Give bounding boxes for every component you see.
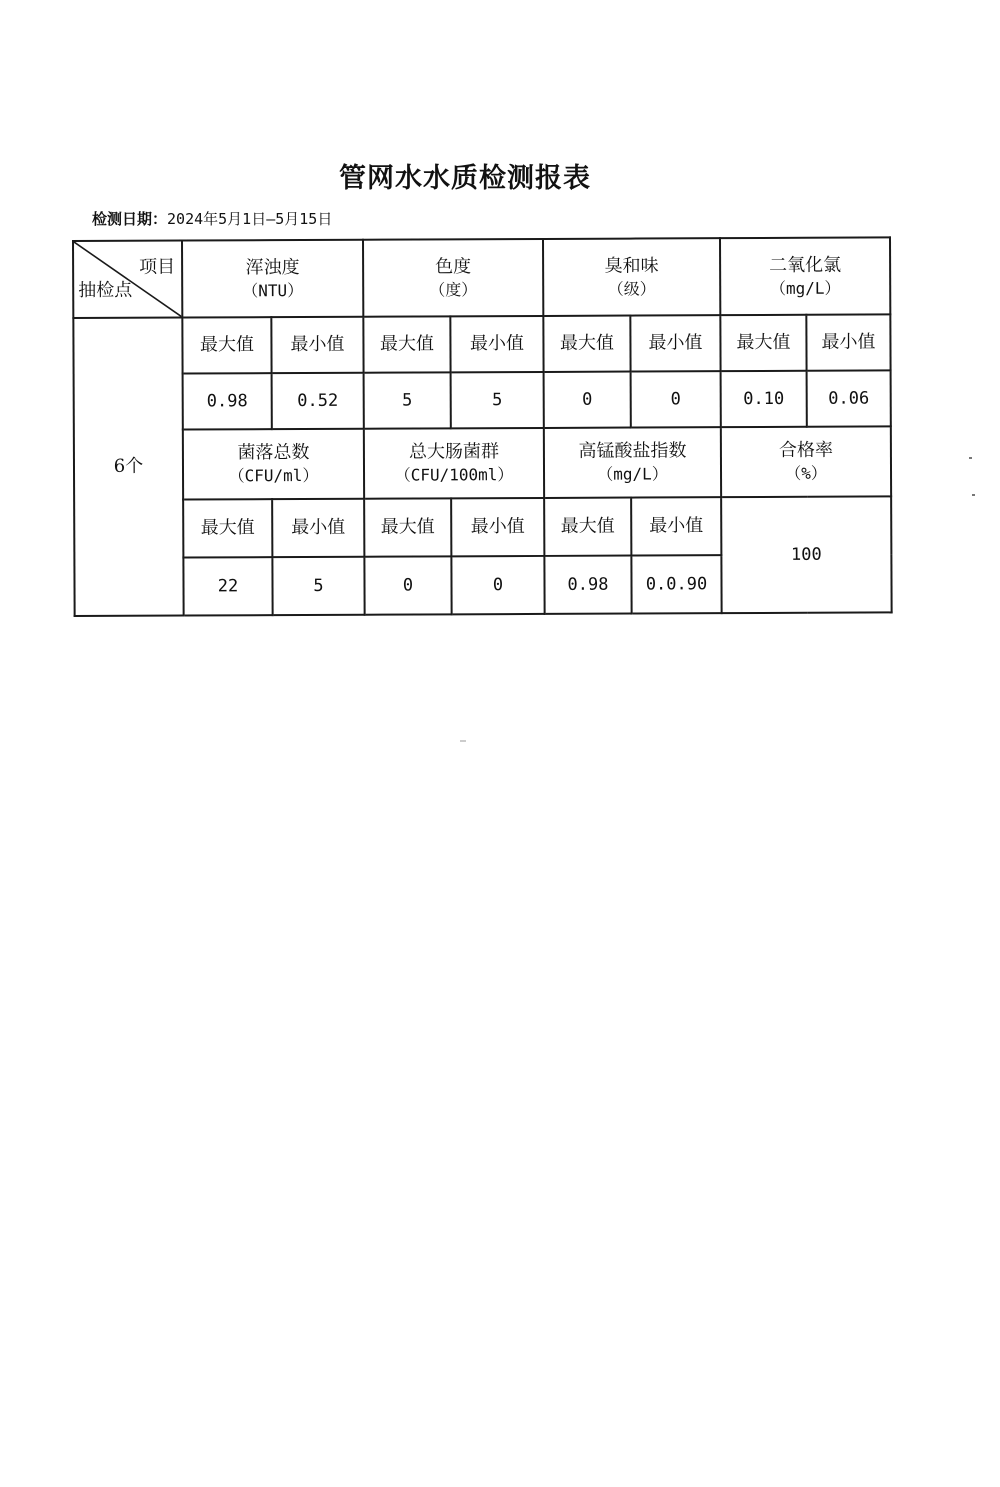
turbidity-unit: （NTU）	[242, 280, 304, 301]
diagonal-header	[74, 242, 181, 317]
permanganate-index-name: 高锰酸盐指数	[578, 440, 687, 462]
max-label: 最大值	[544, 498, 631, 556]
turbidity-max-value: 0.98	[183, 373, 272, 429]
permanganate-index-unit: （mg/L）	[597, 464, 668, 485]
header-turbidity	[182, 240, 363, 318]
date-value: 2024年5月1日—5月15日	[167, 210, 333, 228]
colony-count-max-value: 22	[183, 557, 272, 615]
header-permanganate-index	[544, 427, 721, 498]
header-row-2	[74, 426, 891, 500]
pass-rate-unit: （%）	[785, 464, 827, 484]
pass-rate-name: 合格率	[778, 439, 833, 461]
odor-min-value: 0	[631, 371, 721, 427]
total-coliforms-min-value: 0	[451, 556, 544, 614]
scan-speck	[969, 457, 972, 459]
max-label: 最大值	[183, 499, 272, 557]
inspection-date	[92, 208, 332, 229]
label-row-1	[73, 314, 890, 374]
total-coliforms-max-value: 0	[364, 556, 451, 614]
chlorine-dioxide-unit: （mg/L）	[769, 278, 841, 298]
min-label: 最小值	[272, 499, 364, 557]
turbidity-min-value: 0.52	[272, 373, 364, 429]
chlorine-dioxide-max-value: 0.10	[721, 371, 807, 427]
scan-speck	[972, 494, 975, 496]
header-pass-rate	[721, 426, 891, 497]
max-label: 最大值	[720, 315, 806, 371]
header-chlorine-dioxide	[720, 237, 890, 315]
min-label: 最小值	[630, 315, 720, 371]
chroma-unit: （度）	[429, 280, 478, 300]
corner-item-label: 项目	[139, 256, 176, 278]
date-label: 检测日期：	[92, 210, 168, 228]
chroma-name: 色度	[435, 255, 472, 277]
colony-count-name: 菌落总数	[237, 442, 310, 464]
chlorine-dioxide-min-value: 0.06	[807, 370, 891, 426]
max-label: 最大值	[543, 316, 630, 372]
odor-max-value: 0	[544, 372, 631, 428]
min-label: 最小值	[631, 497, 721, 555]
label-row-2	[74, 496, 891, 558]
turbidity-name: 浑浊度	[245, 256, 300, 278]
corner-cell	[73, 241, 182, 318]
report-title: 管网水水质检测报表	[339, 163, 591, 194]
header-colony-count	[183, 429, 364, 500]
min-label: 最小值	[271, 317, 363, 373]
water-quality-table	[72, 236, 893, 617]
header-odor	[543, 238, 720, 316]
pass-rate-value: 100	[721, 496, 892, 613]
sample-points-cell: 6个	[73, 318, 183, 616]
scan-speck	[460, 740, 466, 742]
min-label: 最小值	[450, 316, 543, 372]
header-row-1	[73, 237, 890, 318]
max-label: 最大值	[363, 316, 450, 372]
permanganate-index-max-value: 0.98	[544, 556, 631, 614]
chroma-max-value: 5	[364, 372, 451, 428]
header-total-coliforms	[364, 428, 544, 499]
min-label: 最小值	[451, 498, 544, 556]
total-coliforms-name: 总大肠菌群	[408, 441, 499, 463]
max-label: 最大值	[182, 317, 271, 373]
max-label: 最大值	[364, 498, 451, 556]
corner-sample-label: 抽检点	[78, 279, 133, 301]
chlorine-dioxide-name: 二氧化氯	[769, 254, 842, 276]
odor-name: 臭和味	[604, 254, 659, 277]
colony-count-unit: （CFU/ml）	[228, 466, 319, 486]
min-label: 最小值	[806, 314, 890, 370]
permanganate-index-min-value: 0.0.90	[631, 555, 721, 613]
value-row-1	[74, 370, 891, 430]
header-chroma	[363, 239, 543, 317]
odor-unit: （级）	[607, 279, 656, 299]
chroma-min-value: 5	[451, 372, 544, 428]
total-coliforms-unit: （CFU/100ml）	[394, 465, 514, 485]
colony-count-min-value: 5	[272, 557, 364, 615]
